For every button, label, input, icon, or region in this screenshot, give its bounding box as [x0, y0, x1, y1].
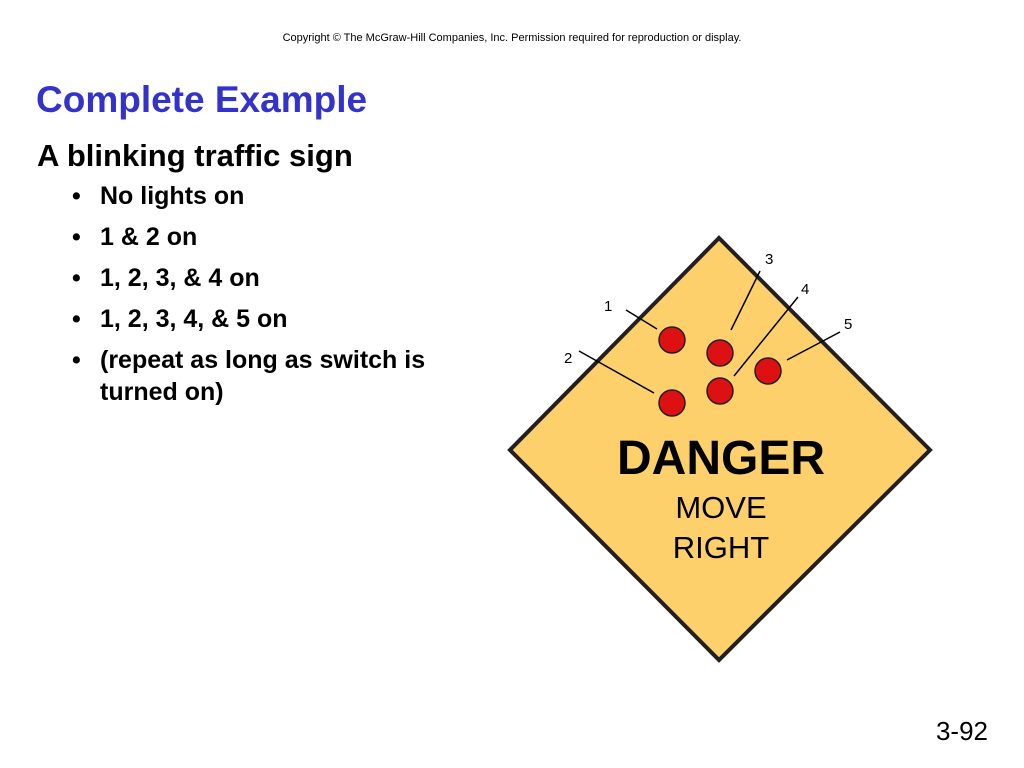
slide-title: Complete Example	[36, 79, 368, 120]
light-label-4: 4	[801, 281, 810, 298]
bullet-dot: •	[72, 305, 81, 333]
light-1	[659, 327, 685, 353]
sign-line-right: RIGHT	[672, 530, 770, 565]
light-4	[707, 378, 733, 404]
light-2	[659, 390, 685, 416]
bullet-item	[72, 221, 452, 253]
bullet-item	[72, 262, 452, 294]
bullet-item	[72, 344, 452, 408]
light-label-2: 2	[564, 350, 573, 367]
bullet-dot: •	[72, 346, 81, 374]
slide-number: 3-92	[935, 716, 988, 746]
light-label-5: 5	[844, 316, 853, 333]
light-3	[707, 340, 733, 366]
bullet-dot: •	[72, 182, 81, 210]
bullet-item	[72, 303, 452, 335]
bullet-text: No lights on	[100, 182, 245, 210]
light-label-1: 1	[604, 298, 613, 315]
sign-line-move: MOVE	[675, 490, 767, 525]
light-label-3: 3	[765, 251, 774, 268]
bullet-dot: •	[72, 264, 81, 292]
bullet-text: 1, 2, 3, & 4 on	[100, 264, 260, 292]
bullet-dot: •	[72, 223, 81, 251]
bullet-text: (repeat as long as switch is turned on)	[100, 346, 426, 406]
bullet-text: 1, 2, 3, 4, & 5 on	[100, 305, 288, 333]
light-5	[755, 358, 781, 384]
bullet-list	[72, 180, 452, 417]
slide-subtitle: A blinking traffic sign	[37, 138, 353, 173]
sign-heading: DANGER	[616, 432, 826, 485]
traffic-sign-figure	[500, 230, 940, 670]
traffic-sign-svg	[500, 230, 940, 670]
bullet-text: 1 & 2 on	[100, 223, 198, 251]
copyright-notice: Copyright © The McGraw-Hill Companies, Inc. Permission required for reproduction or display.	[282, 32, 742, 44]
bullet-item	[72, 180, 452, 212]
